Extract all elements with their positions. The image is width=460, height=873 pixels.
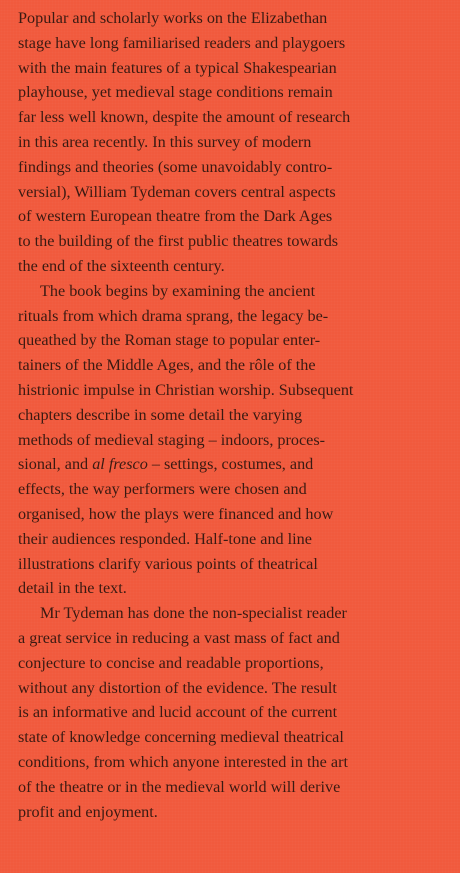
text-line: illustrations clarify various points of theatrical bbox=[18, 554, 318, 573]
text-line: detail in the text. bbox=[18, 579, 127, 598]
text-line: is an informative and lucid account of the current bbox=[18, 703, 338, 722]
text-line: profit and enjoyment. bbox=[18, 802, 158, 821]
text-line: the end of the sixteenth century. bbox=[18, 256, 225, 275]
text-line: Mr Tydeman has done the non-specialist reader bbox=[40, 604, 347, 623]
text-line: with the main features of a typical Shakespearian bbox=[18, 58, 337, 77]
text-line: of western European theatre from the Dark Ages bbox=[18, 207, 333, 226]
paragraph-3 bbox=[18, 601, 448, 824]
text-line: chapters describe in some detail the varying bbox=[18, 405, 303, 424]
text-line: organised, how the plays were financed and how bbox=[18, 504, 334, 523]
text-line: to the building of the first public theatres towards bbox=[18, 232, 339, 251]
text-line: in this area recently. In this survey of modern bbox=[18, 132, 312, 151]
text-segment: – settings, costumes, and bbox=[147, 455, 314, 474]
text-line: The book begins by examining the ancient bbox=[40, 281, 316, 300]
text-line: Popular and scholarly works on the Elizabethan bbox=[18, 9, 328, 27]
text-line-with-italic bbox=[18, 452, 448, 477]
text-line: conjecture to concise and readable proportions, bbox=[18, 653, 324, 672]
text-line: conditions, from which anyone interested in the art bbox=[18, 752, 348, 771]
text-line: without any distortion of the evidence. The result bbox=[18, 678, 337, 697]
paragraph-2 bbox=[18, 279, 448, 601]
blurb-text bbox=[18, 6, 448, 824]
text-segment: sional, and bbox=[18, 455, 93, 474]
text-line: methods of medieval staging – indoors, proces- bbox=[18, 430, 326, 449]
text-line: findings and theories (some unavoidably contro- bbox=[18, 157, 333, 176]
text-line: histrionic impulse in Christian worship. Subsequent bbox=[18, 380, 354, 399]
text-line: their audiences responded. Half-tone and line bbox=[18, 529, 312, 548]
text-line: tainers of the Middle Ages, and the rôle of the bbox=[18, 356, 316, 375]
text-line: stage have long familiarised readers and playgoers bbox=[18, 33, 346, 52]
text-line: effects, the way performers were chosen and bbox=[18, 480, 307, 499]
text-line: queathed by the Roman stage to popular enter- bbox=[18, 331, 321, 350]
text-line: state of knowledge concerning medieval theatrical bbox=[18, 728, 344, 747]
text-line: far less well known, despite the amount of research bbox=[18, 108, 351, 127]
text-line: playhouse, yet medieval stage conditions remain bbox=[18, 83, 333, 102]
italic-phrase: al fresco bbox=[92, 455, 148, 474]
text-line: of the theatre or in the medieval world will derive bbox=[18, 777, 341, 796]
text-line: versial), William Tydeman covers central aspects bbox=[18, 182, 336, 201]
text-line: a great service in reducing a vast mass of fact and bbox=[18, 628, 340, 647]
paragraph-1 bbox=[18, 6, 448, 279]
text-line: rituals from which drama sprang, the legacy be- bbox=[18, 306, 329, 325]
